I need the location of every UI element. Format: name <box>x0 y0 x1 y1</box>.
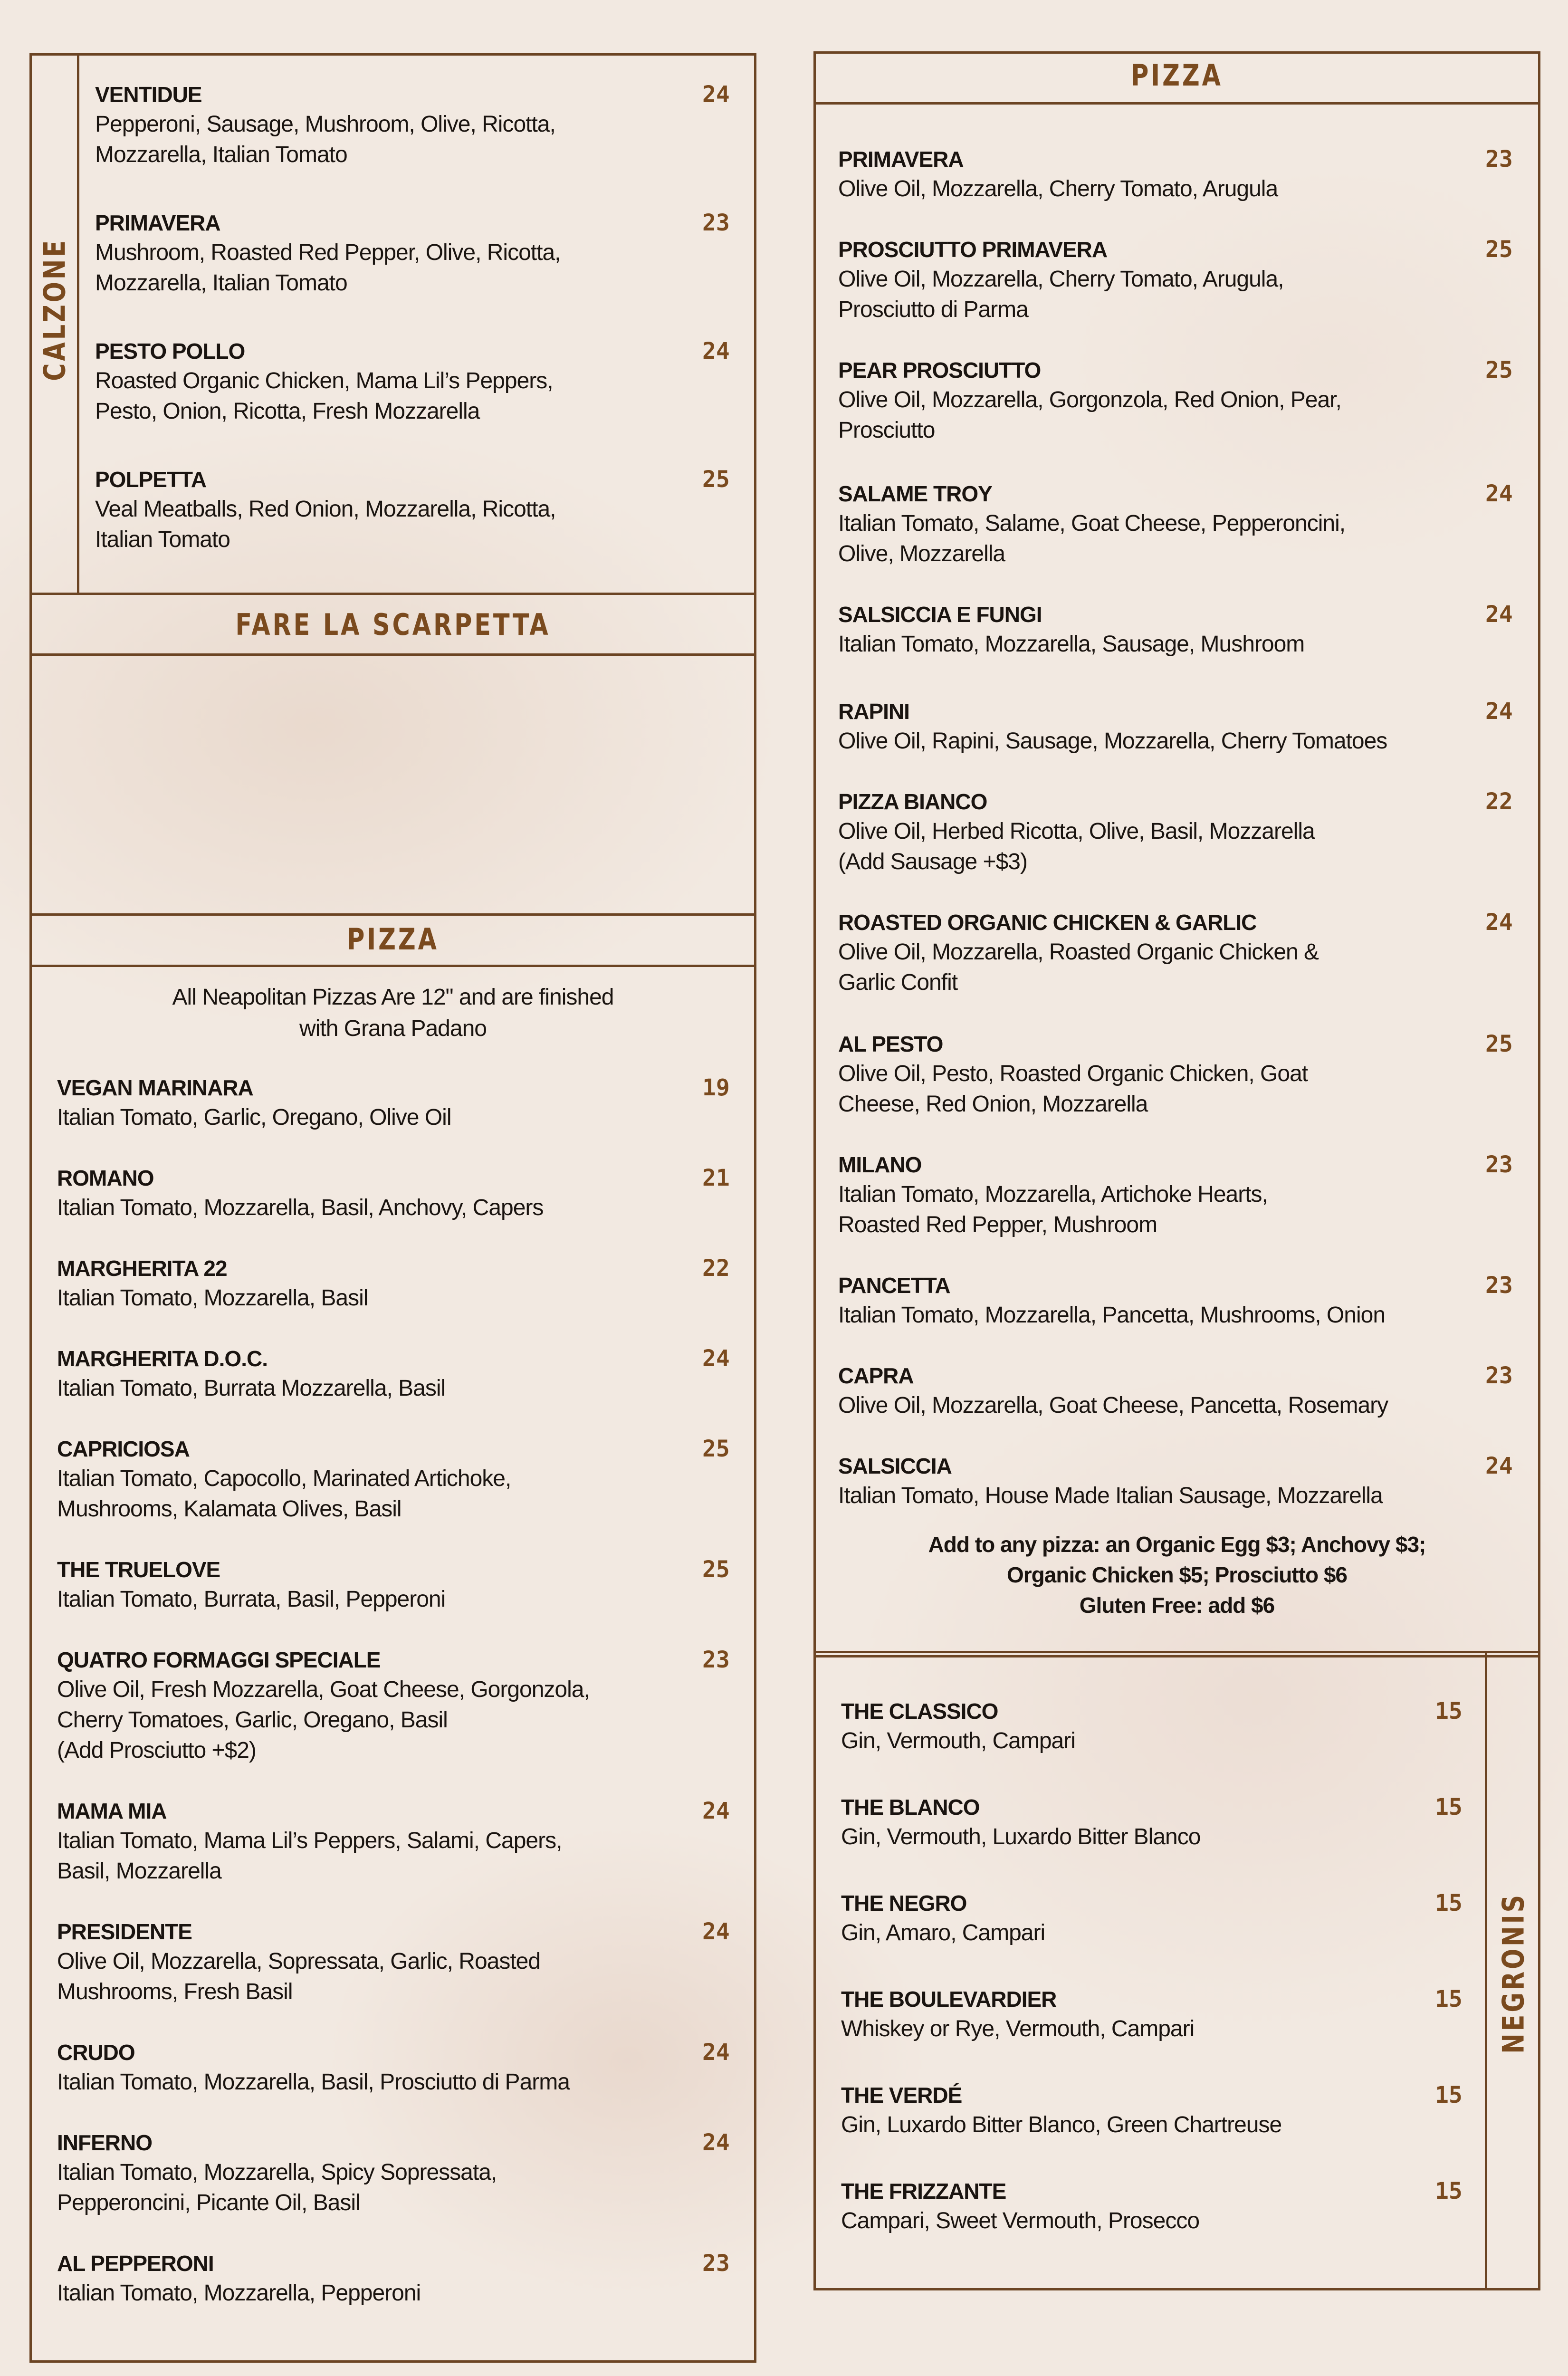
item-description: Roasted Organic Chicken, Mama Lil’s Peppers, <box>95 368 553 393</box>
item-name: ROASTED ORGANIC CHICKEN & GARLIC <box>838 910 1257 935</box>
pizza-item <box>57 1645 590 1766</box>
item-description: Olive Oil, Mozzarella, Sopressata, Garlic, Roasted <box>57 1949 541 1974</box>
pizza-item <box>57 2038 570 2098</box>
negroni-item <box>841 1792 1200 1852</box>
item-description: Pesto, Onion, Ricotta, Fresh Mozzarella <box>95 399 480 424</box>
pizza-item <box>838 697 1387 757</box>
item-description: Italian Tomato, Burrata, Basil, Pepperoni <box>57 1587 446 1612</box>
item-name: AL PEPPERONI <box>57 2251 214 2276</box>
item-description: Italian Tomato, Salame, Goat Cheese, Pepperoncini, <box>838 511 1346 536</box>
item-price: 23 <box>702 1647 730 1673</box>
item-description: Cheese, Red Onion, Mozzarella <box>838 1092 1148 1117</box>
pizza-item <box>57 1254 368 1313</box>
item-price: 15 <box>1435 1986 1463 2012</box>
item-name: VENTIDUE <box>95 82 202 107</box>
item-price: 24 <box>702 1918 730 1945</box>
item-price: 25 <box>702 1436 730 1462</box>
item-description: Olive Oil, Mozzarella, Goat Cheese, Pancetta, Rosemary <box>838 1393 1388 1418</box>
item-description: Italian Tomato <box>95 527 230 552</box>
pizza-item <box>838 235 1283 325</box>
item-name: THE FRIZZANTE <box>841 2179 1006 2204</box>
item-description: Mozzarella, Italian Tomato <box>95 142 347 167</box>
pizza-item <box>838 355 1341 446</box>
calzone-item <box>95 80 555 170</box>
item-price: 19 <box>702 1074 730 1101</box>
item-price: 24 <box>702 1345 730 1372</box>
calzone-heading: CALZONE <box>37 238 72 381</box>
item-description: Pepperoni, Sausage, Mushroom, Olive, Ricotta, <box>95 112 555 137</box>
item-description: Italian Tomato, House Made Italian Sausage, Mozzarella <box>838 1483 1383 1508</box>
item-price: 25 <box>1485 357 1513 383</box>
item-description: Garlic Confit <box>838 970 958 995</box>
calzone-divider <box>77 53 79 595</box>
item-description: (Add Prosciutto +$2) <box>57 1738 256 1763</box>
item-price: 23 <box>1485 1362 1513 1389</box>
item-price: 23 <box>702 210 730 236</box>
item-description: Olive Oil, Mozzarella, Gorgonzola, Red Onion, Pear, <box>838 387 1341 412</box>
pizza-right-divider <box>813 102 1540 105</box>
item-description: Gin, Luxardo Bitter Blanco, Green Chartreuse <box>841 2112 1282 2137</box>
item-name: RAPINI <box>838 699 909 724</box>
calzone-item <box>95 336 553 427</box>
scarpetta-heading: FARE LA SCARPETTA <box>235 607 551 642</box>
item-description: Cherry Tomatoes, Garlic, Oregano, Basil <box>57 1707 448 1733</box>
pizza-item <box>838 787 1315 877</box>
pizza-item <box>838 1150 1268 1240</box>
item-description: Olive Oil, Mozzarella, Cherry Tomato, Arugula, <box>838 267 1284 292</box>
item-description: Italian Tomato, Mozzarella, Pancetta, Mushrooms, Onion <box>838 1303 1386 1328</box>
item-description: Mushrooms, Fresh Basil <box>57 1979 293 2004</box>
pizza-item <box>838 600 1304 660</box>
pizza-item <box>838 479 1345 569</box>
pizza-item <box>838 144 1278 204</box>
item-name: THE BLANCO <box>841 1795 980 1820</box>
calzone-item <box>95 465 555 555</box>
item-price: 24 <box>702 81 730 108</box>
negroni-item <box>841 1696 1075 1756</box>
item-name: SALAME TROY <box>838 481 992 506</box>
item-name: THE TRUELOVE <box>57 1557 220 1582</box>
item-description: Pepperoncini, Picante Oil, Basil <box>57 2190 360 2215</box>
pizza-left-divider <box>29 965 756 967</box>
item-price: 24 <box>702 1798 730 1824</box>
pizza-item <box>57 1163 543 1223</box>
item-description: Olive Oil, Mozzarella, Cherry Tomato, Arugula <box>838 176 1278 201</box>
item-price: 23 <box>1485 1151 1513 1178</box>
item-name: PANCETTA <box>838 1273 950 1298</box>
item-description: Olive Oil, Herbed Ricotta, Olive, Basil, Mozzarella <box>838 819 1315 844</box>
item-description: Gin, Vermouth, Luxardo Bitter Blanco <box>841 1824 1201 1849</box>
item-price: 24 <box>702 338 730 364</box>
item-price: 24 <box>1485 698 1513 725</box>
item-name: SALSICCIA <box>838 1454 952 1478</box>
item-description: Italian Tomato, Mozzarella, Basil, Anchovy, Capers <box>57 1195 544 1220</box>
item-name: MAMA MIA <box>57 1799 167 1823</box>
item-price: 15 <box>1435 2082 1463 2108</box>
item-name: CRUDO <box>57 2040 135 2065</box>
item-description: Italian Tomato, Garlic, Oregano, Olive Oil <box>57 1105 451 1130</box>
pizza-addons-1: Add to any pizza: an Organic Egg $3; Anchovy $3; <box>928 1532 1426 1557</box>
pizza-left-intro-1: All Neapolitan Pizzas Are 12" and are finished <box>172 985 614 1010</box>
item-price: 25 <box>702 1556 730 1583</box>
item-price: 15 <box>1435 1698 1463 1725</box>
item-description: Italian Tomato, Mozzarella, Sausage, Mushroom <box>838 632 1305 657</box>
pizza-item <box>57 2128 497 2218</box>
item-name: THE BOULEVARDIER <box>841 1987 1057 2012</box>
item-name: SALSICCIA E FUNGI <box>838 602 1042 627</box>
item-description: Olive Oil, Rapini, Sausage, Mozzarella, Cherry Tomatoes <box>838 728 1387 754</box>
item-name: CAPRA <box>838 1363 914 1388</box>
item-description: Prosciutto <box>838 418 935 443</box>
item-name: PEAR PROSCIUTTO <box>838 358 1041 383</box>
item-description: Prosciutto di Parma <box>838 297 1028 322</box>
pizza-left-intro-2: with Grana Padano <box>299 1016 487 1041</box>
item-name: POLPETTA <box>95 467 206 492</box>
item-price: 15 <box>1435 1794 1463 1820</box>
pizza-item <box>838 1361 1388 1421</box>
pizza-item <box>57 1344 445 1404</box>
item-description: Veal Meatballs, Red Onion, Mozzarella, Ricotta, <box>95 497 556 522</box>
item-name: CAPRICIOSA <box>57 1437 190 1461</box>
item-price: 22 <box>702 1255 730 1282</box>
item-description: Campari, Sweet Vermouth, Prosecco <box>841 2208 1200 2233</box>
item-name: QUATRO FORMAGGI SPECIALE <box>57 1648 381 1672</box>
item-price: 24 <box>1485 1453 1513 1479</box>
pizza-item <box>838 908 1319 998</box>
pizza-addons-2: Organic Chicken $5; Prosciutto $6 <box>1006 1562 1347 1587</box>
item-name: THE CLASSICO <box>841 1699 998 1724</box>
item-name: INFERNO <box>57 2130 152 2155</box>
item-name: THE NEGRO <box>841 1891 967 1916</box>
item-description: Mozzarella, Italian Tomato <box>95 270 347 296</box>
pizza-item <box>838 1451 1383 1511</box>
item-description: Italian Tomato, Mozzarella, Basil <box>57 1285 368 1311</box>
pizza-item <box>57 1434 511 1524</box>
item-description: (Add Sausage +$3) <box>838 849 1027 874</box>
pizza-right-heading: PIZZA <box>1131 58 1223 93</box>
item-name: MARGHERITA D.O.C. <box>57 1346 268 1371</box>
negronis-divider <box>1485 1651 1487 2290</box>
pizza-item <box>57 1073 451 1133</box>
item-description: Olive Oil, Fresh Mozzarella, Goat Cheese, Gorgonzola, <box>57 1677 590 1702</box>
item-price: 23 <box>1485 1272 1513 1299</box>
item-name: PRIMAVERA <box>95 211 220 235</box>
item-description: Whiskey or Rye, Vermouth, Campari <box>841 2016 1195 2041</box>
negroni-item <box>841 2080 1281 2140</box>
item-description: Basil, Mozzarella <box>57 1859 221 1884</box>
item-name: PRESIDENTE <box>57 1919 192 1944</box>
pizza-item <box>57 1796 562 1887</box>
item-name: PRIMAVERA <box>838 147 964 172</box>
item-name: PESTO POLLO <box>95 339 245 364</box>
item-price: 25 <box>1485 236 1513 263</box>
item-name: ROMANO <box>57 1166 154 1190</box>
item-description: Italian Tomato, Burrata Mozzarella, Basil <box>57 1376 446 1401</box>
item-name: PROSCIUTTO PRIMAVERA <box>838 237 1108 262</box>
item-name: VEGAN MARINARA <box>57 1075 253 1100</box>
item-price: 24 <box>1485 909 1513 936</box>
item-price: 23 <box>1485 146 1513 172</box>
item-price: 15 <box>1435 1890 1463 1916</box>
scarpetta-divider <box>29 653 756 656</box>
item-price: 24 <box>702 2129 730 2156</box>
item-name: PIZZA BIANCO <box>838 789 987 814</box>
pizza-item <box>838 1271 1385 1331</box>
item-description: Gin, Vermouth, Campari <box>841 1728 1075 1753</box>
item-price: 25 <box>702 466 730 493</box>
negroni-item <box>841 1984 1194 2044</box>
item-description: Olive, Mozzarella <box>838 541 1005 566</box>
item-price: 15 <box>1435 2178 1463 2204</box>
item-name: MARGHERITA 22 <box>57 1256 227 1281</box>
item-description: Mushrooms, Kalamata Olives, Basil <box>57 1496 402 1522</box>
item-price: 24 <box>1485 480 1513 507</box>
pizza-item <box>57 2249 421 2309</box>
item-description: Italian Tomato, Mama Lil’s Peppers, Salami, Capers, <box>57 1828 562 1853</box>
item-description: Mushroom, Roasted Red Pepper, Olive, Ricotta, <box>95 240 561 265</box>
item-description: Italian Tomato, Capocollo, Marinated Artichoke, <box>57 1466 511 1491</box>
item-price: 25 <box>1485 1031 1513 1057</box>
item-description: Italian Tomato, Mozzarella, Basil, Prosciutto di Parma <box>57 2069 570 2095</box>
pizza-left-heading: PIZZA <box>347 922 439 957</box>
item-price: 24 <box>702 2039 730 2066</box>
item-description: Gin, Amaro, Campari <box>841 1920 1045 1945</box>
item-description: Italian Tomato, Mozzarella, Spicy Sopressata, <box>57 2160 497 2185</box>
pizza-item <box>57 1555 445 1615</box>
item-price: 22 <box>1485 788 1513 815</box>
item-price: 21 <box>702 1165 730 1191</box>
calzone-item <box>95 208 560 298</box>
negronis-heading: NEGRONIS <box>1496 1892 1531 2054</box>
pizza-item <box>57 1917 540 2007</box>
item-price: 23 <box>702 2250 730 2277</box>
negroni-item <box>841 1888 1045 1948</box>
item-name: MILANO <box>838 1152 922 1177</box>
item-price: 24 <box>1485 601 1513 628</box>
item-name: THE VERDÉ <box>841 2083 962 2108</box>
item-name: AL PESTO <box>838 1032 943 1056</box>
pizza-item <box>838 1029 1308 1120</box>
item-description: Olive Oil, Pesto, Roasted Organic Chicken, Goat <box>838 1061 1308 1086</box>
item-description: Italian Tomato, Mozzarella, Pepperoni <box>57 2280 421 2306</box>
item-description: Olive Oil, Mozzarella, Roasted Organic Chicken & <box>838 939 1319 965</box>
item-description: Italian Tomato, Mozzarella, Artichoke Hearts, <box>838 1182 1268 1207</box>
item-description: Roasted Red Pepper, Mushroom <box>838 1212 1157 1237</box>
pizza-addons-3: Gluten Free: add $6 <box>1079 1593 1275 1618</box>
negroni-item <box>841 2176 1199 2236</box>
